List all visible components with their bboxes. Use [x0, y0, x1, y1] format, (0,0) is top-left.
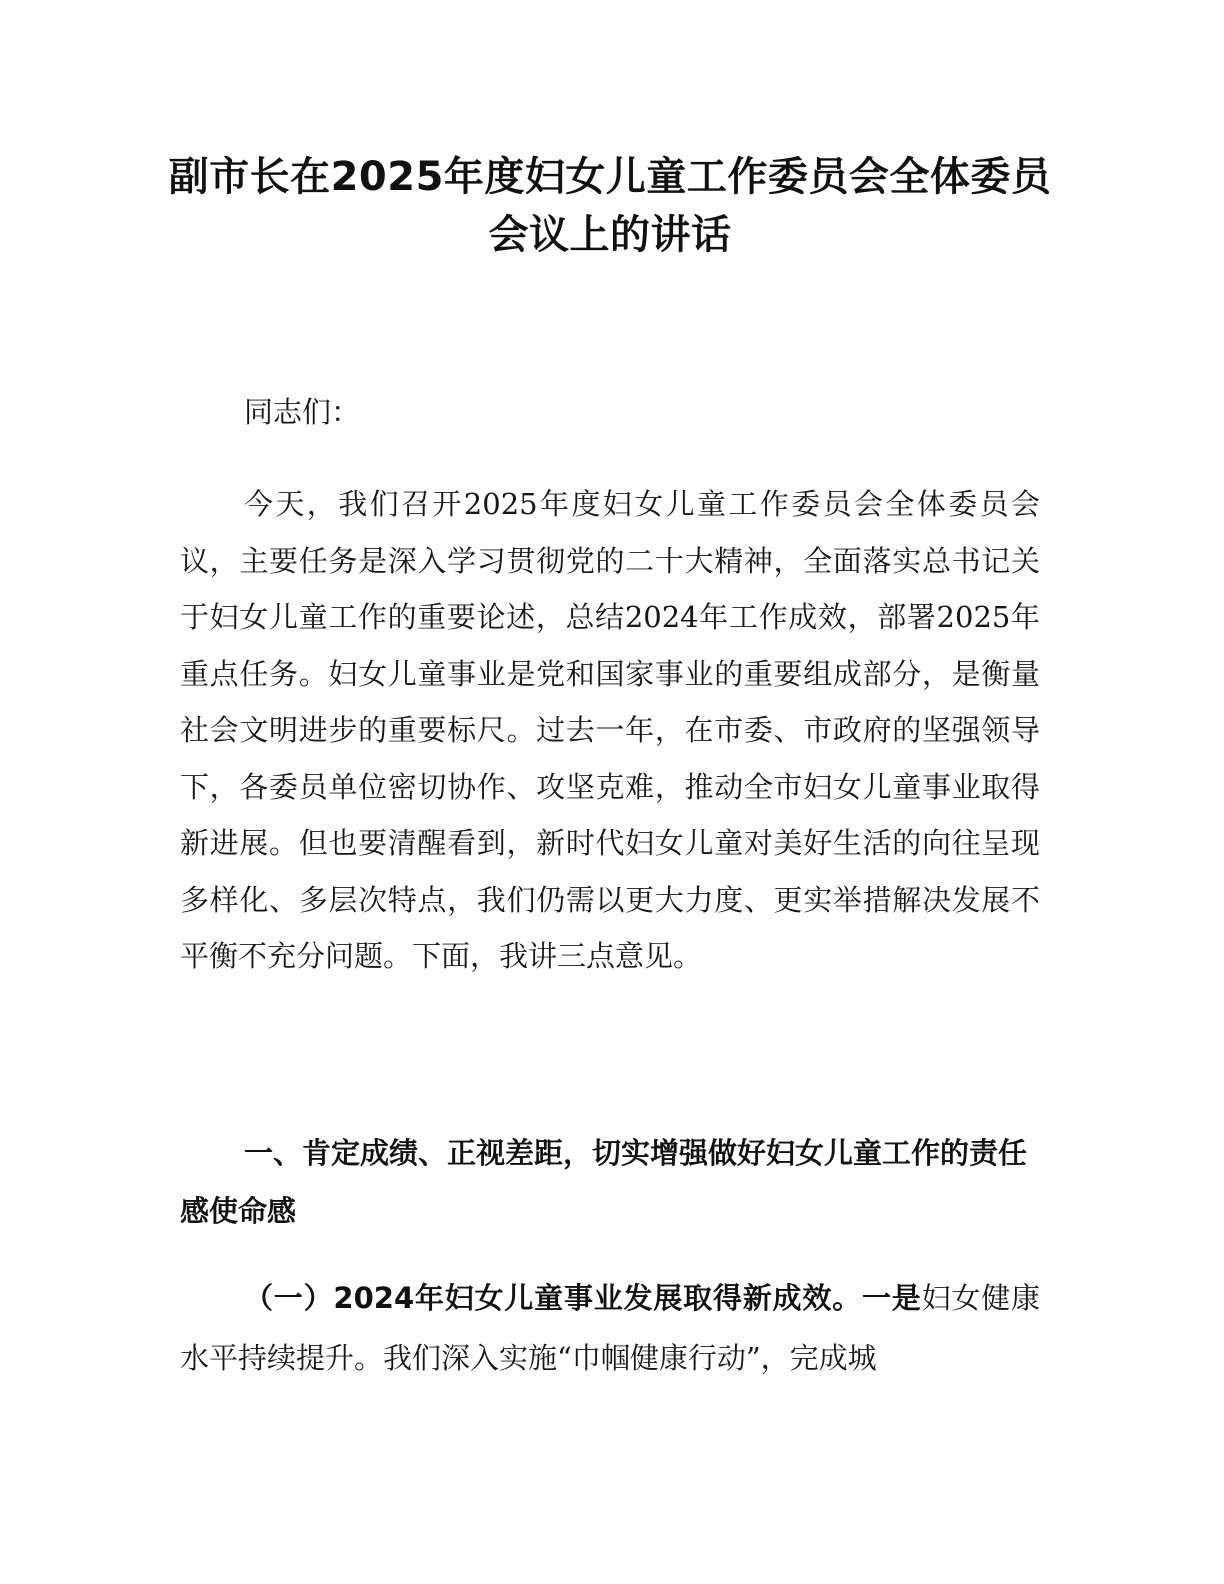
subsection-lead: （一）2024年妇女儿童事业发展取得新成效。一是 — [244, 1281, 922, 1315]
salutation: 同志们： — [244, 395, 361, 429]
subsection-text: 妇女健康水平持续提升。我们深入实施“巾帼健康行动”，完成城 — [180, 1281, 1040, 1375]
section-heading: 一、肯定成绩、正视差距，切实增强做好妇女儿童工作的责任感使命感 — [180, 1136, 1028, 1228]
document-title: 副市长在2025年度妇女儿童工作委员会全体委员会议上的讲话 — [168, 154, 1052, 258]
intro-paragraph: 今天，我们召开2025年度妇女儿童工作委员会全体委员会议，主要任务是深入学习贯彻党的二十大精神，全面落实总书记关于妇女儿童工作的重要论述，总结2024年工作成效，部署2025年重点任务。妇女儿童事业是党和国家事业的重要组成部分，是衡量社会文明进步的重要标尺。过去一年，在市委、市政府的坚强领导下，各委员单位密切协作、攻坚克难，推动全市妇女儿童事业取得新进展。但也要清醒看到，新时代妇女儿童对美好生活的向往呈现多样化、多层次特点，我们仍需以更大力度、更实举措解决发展不平衡不充分问题。下面，我讲三点意见。 — [180, 487, 1040, 973]
subsection-paragraph — [180, 1268, 1040, 1388]
